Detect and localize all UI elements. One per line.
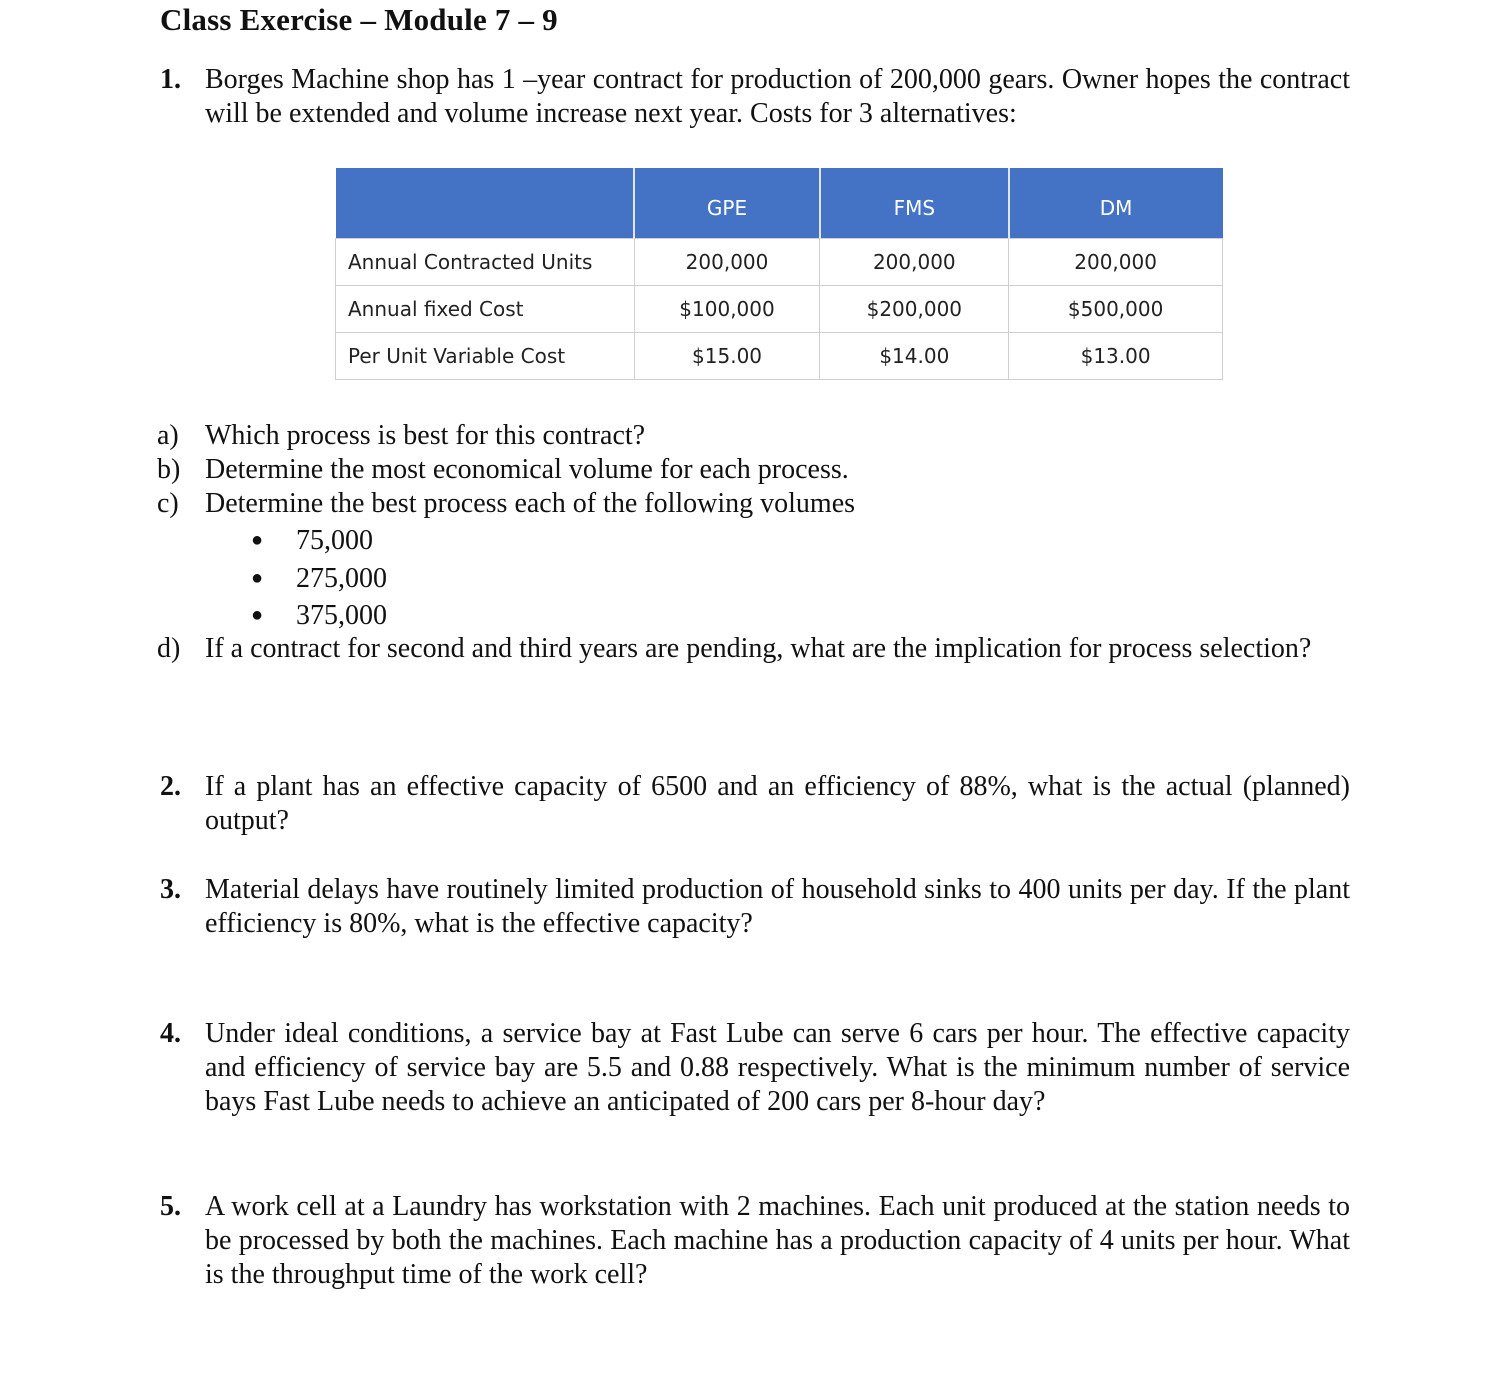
table-header-cell: DM: [1009, 168, 1223, 238]
table-row: [336, 285, 1223, 332]
volume-value: 75,000: [296, 525, 373, 556]
volume-value: 275,000: [296, 563, 387, 594]
table-header-cell: [336, 168, 635, 238]
table-header-row: [336, 168, 1223, 238]
question-text: A work cell at a Laundry has workstation with 2 machines. Each unit produced at the station needs to be processed by both the machines. Each machine has a production capacity of 4 units per hour. What is the throughput time of the work cell?: [205, 1191, 1350, 1290]
table-cell: $100,000: [634, 285, 820, 332]
table-row: [336, 238, 1223, 285]
table-cell: $15.00: [634, 332, 820, 379]
sub-question-text: Determine the best process each of the following volumes: [205, 488, 856, 519]
question-number: 1.: [160, 64, 181, 95]
bullet-icon: ●: [251, 567, 264, 589]
table-header-cell: FMS: [820, 168, 1009, 238]
question-4: [160, 1017, 1350, 1119]
sub-question-letter: c): [157, 488, 179, 519]
sub-question-text: Determine the most economical volume for each process.: [205, 454, 849, 485]
cost-table: [335, 168, 1223, 380]
question-number: 5.: [160, 1191, 181, 1222]
volume-bullet: [251, 597, 387, 634]
sub-question-d: [157, 632, 1357, 666]
question-number: 4.: [160, 1018, 181, 1049]
table-cell: $500,000: [1009, 285, 1223, 332]
table-cell: 200,000: [634, 238, 820, 285]
question-5: [160, 1190, 1350, 1292]
question-text: Borges Machine shop has 1 –year contract for production of 200,000 gears. Owner hopes the contract will be extended and volume increase next year. Costs for 3 alternatives:: [205, 64, 1350, 129]
question-2: [160, 770, 1350, 838]
question-text: Under ideal conditions, a service bay at Fast Lube can serve 6 cars per hour. The effective capacity and efficiency of service bay are 5.5 and 0.88 respectively. What is the minimum number of service bays Fast Lube needs to achieve an anticipated of 200 cars per 8-hour day?: [205, 1018, 1350, 1117]
table-row-label: Annual Contracted Units: [336, 238, 635, 285]
table-row-label: Annual fixed Cost: [336, 285, 635, 332]
sub-question-text: Which process is best for this contract?: [205, 420, 646, 451]
sub-question-b: [157, 453, 1357, 487]
question-1: [160, 63, 1350, 131]
sub-question-letter: b): [157, 454, 181, 485]
sub-question-a: [157, 419, 1357, 453]
table-cell: $13.00: [1009, 332, 1223, 379]
sub-question-letter: a): [157, 420, 179, 451]
bullet-icon: ●: [251, 529, 264, 551]
sub-question-c: [157, 487, 1357, 521]
sub-question-letter: d): [157, 633, 181, 664]
question-number: 3.: [160, 874, 181, 905]
table-cell: 200,000: [820, 238, 1009, 285]
table-header-cell: GPE: [634, 168, 820, 238]
sub-question-text: If a contract for second and third years are pending, what are the implication for process selection?: [205, 633, 1312, 664]
question-text: If a plant has an effective capacity of 6500 and an efficiency of 88%, what is the actual (planned) output?: [205, 771, 1350, 836]
table-cell: $200,000: [820, 285, 1009, 332]
table-cell: $14.00: [820, 332, 1009, 379]
table-row-label: Per Unit Variable Cost: [336, 332, 635, 379]
bullet-icon: ●: [251, 604, 264, 626]
question-3: [160, 873, 1350, 941]
page-title: Class Exercise – Module 7 – 9: [160, 2, 558, 37]
table-row: [336, 332, 1223, 379]
question-text: Material delays have routinely limited production of household sinks to 400 units per day. If the plant efficiency is 80%, what is the effective capacity?: [205, 874, 1350, 939]
volume-bullet: [251, 522, 373, 559]
volume-bullet: [251, 560, 387, 597]
volume-value: 375,000: [296, 600, 387, 631]
table-cell: 200,000: [1009, 238, 1223, 285]
question-number: 2.: [160, 771, 181, 802]
